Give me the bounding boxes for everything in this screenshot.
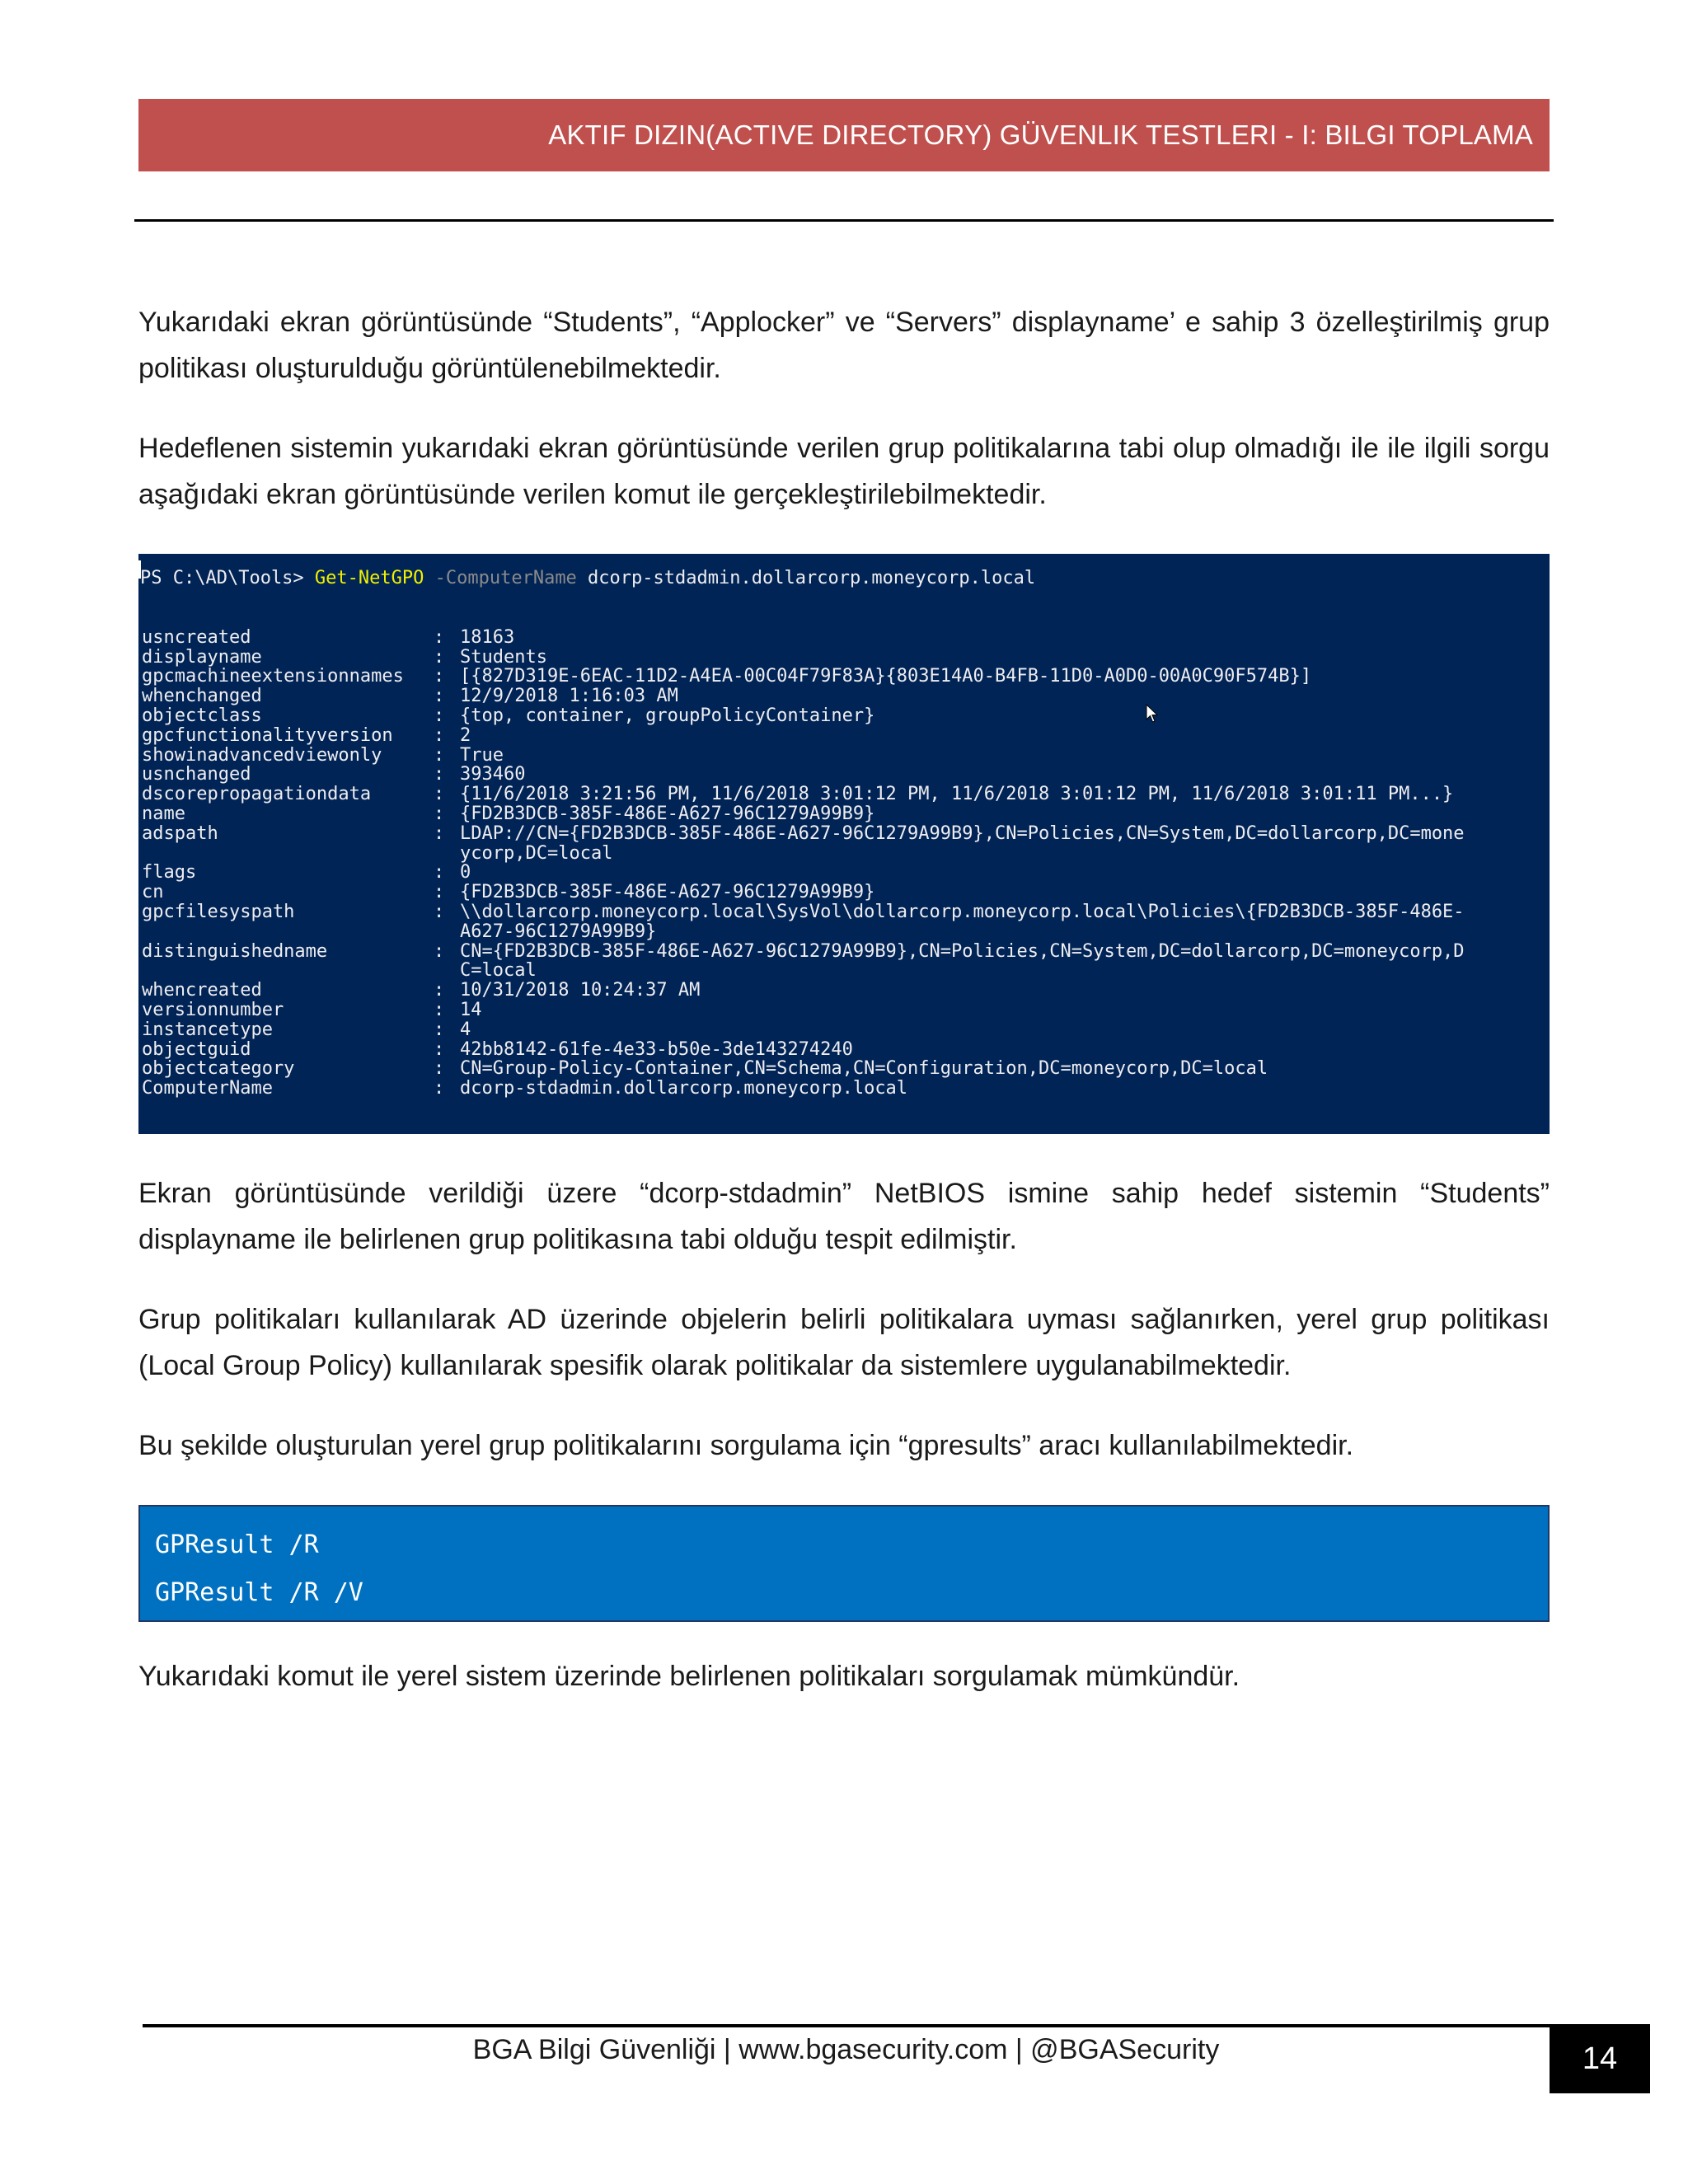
property-separator: : xyxy=(434,784,445,805)
terminal-property-row xyxy=(138,648,1550,668)
property-separator: : xyxy=(434,803,445,824)
terminal-property-row xyxy=(138,981,1550,1001)
property-name: gpcfunctionalityversion xyxy=(142,724,393,746)
header-divider xyxy=(134,219,1554,222)
property-value: dcorp-stdadmin.dollarcorp.moneycorp.local xyxy=(460,1078,908,1099)
property-separator: : xyxy=(434,764,445,785)
property-value: A627-96C1279A99B9} xyxy=(460,921,657,942)
footer-divider xyxy=(143,2024,1550,2027)
property-name: objectcategory xyxy=(142,1058,295,1080)
property-separator: : xyxy=(434,1019,445,1040)
paragraph-6: Yukarıdaki komut ile yerel sistem üzerinde belirlenen politikaları sorgulamak mümkündür. xyxy=(138,1661,1240,1692)
property-value: Students xyxy=(460,646,547,668)
terminal-cmdlet: Get-NetGPO xyxy=(314,568,424,588)
terminal-continuation-row xyxy=(138,844,1550,864)
terminal-property-row xyxy=(138,1020,1550,1040)
property-separator: : xyxy=(434,1078,445,1099)
property-value: CN={FD2B3DCB-385F-486E-A627-96C1279A99B9},CN=Policies,CN=System,DC=dollarcorp,DC=moneycorp,D xyxy=(460,940,1465,962)
property-name: usnchanged xyxy=(142,764,251,785)
terminal-output xyxy=(138,628,1550,1099)
terminal-property-row xyxy=(138,667,1550,687)
property-name: whenchanged xyxy=(142,686,262,707)
property-value: LDAP://CN={FD2B3DCB-385F-486E-A627-96C1279A99B9},CN=Policies,CN=System,DC=dollarcorp,DC=mone xyxy=(460,823,1465,844)
property-value: ycorp,DC=local xyxy=(460,842,613,864)
paragraph-1: Yukarıdaki ekran görüntüsünde “Students”, “Applocker” ve “Servers” displayname’ e sahip 3 özelleştirilmiş grup politikası oluşturulduğu görüntülenebilmektedir. xyxy=(138,307,1550,384)
terminal-property-row xyxy=(138,1059,1550,1079)
property-name: displayname xyxy=(142,646,262,668)
property-value: \\dollarcorp.moneycorp.local\SysVol\dollarcorp.moneycorp.local\Policies\{FD2B3DCB-385F-486E- xyxy=(460,901,1465,922)
property-separator: : xyxy=(434,724,445,746)
terminal-property-row xyxy=(138,785,1550,804)
terminal-property-row xyxy=(138,1040,1550,1060)
property-value: CN=Group-Policy-Container,CN=Schema,CN=Configuration,DC=moneycorp,DC=local xyxy=(460,1058,1268,1080)
terminal-argument: dcorp-stdadmin.dollarcorp.moneycorp.local xyxy=(576,568,1036,588)
terminal-property-row xyxy=(138,765,1550,785)
property-value: 4 xyxy=(460,1019,471,1040)
property-value: 18163 xyxy=(460,626,515,648)
terminal-property-row xyxy=(138,902,1550,922)
property-value: 12/9/2018 1:16:03 AM xyxy=(460,686,678,707)
terminal-property-row xyxy=(138,706,1550,726)
terminal-property-row xyxy=(138,746,1550,766)
mouse-cursor-icon xyxy=(1146,704,1159,724)
property-separator: : xyxy=(434,1038,445,1060)
terminal-continuation-row xyxy=(138,961,1550,981)
terminal-property-row xyxy=(138,804,1550,824)
property-name: objectclass xyxy=(142,705,262,726)
terminal-property-row xyxy=(138,1001,1550,1020)
property-value: {11/6/2018 3:21:56 PM, 11/6/2018 3:01:12 PM, 11/6/2018 3:01:12 PM, 11/6/2018 3:01:11 PM...} xyxy=(460,784,1454,805)
page-header-bar xyxy=(138,99,1550,171)
property-value: 10/31/2018 10:24:37 AM xyxy=(460,980,701,1001)
paragraph-2: Hedeflenen sistemin yukarıdaki ekran görüntüsünde verilen grup politikalarına tabi olup olmadığı ile ile ilgili sorgu aşağıdaki ekran görüntüsünde verilen komut ile gerçekleştirilebilmektedir. xyxy=(138,433,1550,510)
property-separator: : xyxy=(434,882,445,903)
property-value: C=local xyxy=(460,960,537,982)
property-separator: : xyxy=(434,999,445,1020)
property-separator: : xyxy=(434,666,445,687)
terminal-property-row xyxy=(138,863,1550,883)
document-title: AKTIF DIZIN(ACTIVE DIRECTORY) GÜVENLIK TESTLERI - I: BILGI TOPLAMA xyxy=(548,120,1533,150)
terminal-continuation-row xyxy=(138,922,1550,942)
property-name: gpcmachineextensionnames xyxy=(142,666,404,687)
powershell-screenshot xyxy=(138,554,1550,1134)
property-name: dscorepropagationdata xyxy=(142,784,372,805)
code-block xyxy=(138,1505,1550,1622)
terminal-command-line xyxy=(138,569,1550,588)
property-separator: : xyxy=(434,646,445,668)
property-separator: : xyxy=(434,940,445,962)
property-separator: : xyxy=(434,744,445,766)
code-line-2: GPResult /R /V xyxy=(155,1578,363,1607)
property-value: {FD2B3DCB-385F-486E-A627-96C1279A99B9} xyxy=(460,803,875,824)
property-separator: : xyxy=(434,823,445,844)
property-name: adspath xyxy=(142,823,218,844)
terminal-parameter: -ComputerName xyxy=(424,568,577,588)
property-value: 2 xyxy=(460,724,471,746)
terminal-property-row xyxy=(138,883,1550,902)
property-separator: : xyxy=(434,901,445,922)
terminal-property-row xyxy=(138,1079,1550,1099)
property-name: whencreated xyxy=(142,980,262,1001)
property-separator: : xyxy=(434,686,445,707)
terminal-property-row xyxy=(138,687,1550,706)
property-value: 42bb8142-61fe-4e33-b50e-3de143274240 xyxy=(460,1038,853,1060)
property-value: True xyxy=(460,744,504,766)
property-separator: : xyxy=(434,1058,445,1080)
property-name: ComputerName xyxy=(142,1078,273,1099)
property-name: objectguid xyxy=(142,1038,251,1060)
property-separator: : xyxy=(434,862,445,883)
property-separator: : xyxy=(434,705,445,726)
page-number: 14 xyxy=(1550,2024,1650,2093)
property-value: 0 xyxy=(460,862,471,883)
property-name: distinguishedname xyxy=(142,940,328,962)
property-value: {FD2B3DCB-385F-486E-A627-96C1279A99B9} xyxy=(460,882,875,903)
property-name: name xyxy=(142,803,185,824)
terminal-property-row xyxy=(138,824,1550,844)
terminal-property-row xyxy=(138,726,1550,746)
terminal-property-row xyxy=(138,628,1550,648)
property-name: cn xyxy=(142,882,164,903)
property-value: 14 xyxy=(460,999,482,1020)
property-name: showinadvancedviewonly xyxy=(142,744,382,766)
property-value: [{827D319E-6EAC-11D2-A4EA-00C04F79F83A}{803E14A0-B4FB-11D0-A0D0-00A0C90F574B}] xyxy=(460,666,1312,687)
terminal-property-row xyxy=(138,942,1550,962)
code-line-1: GPResult /R xyxy=(155,1530,319,1559)
property-name: instancetype xyxy=(142,1019,273,1040)
paragraph-5: Bu şekilde oluşturulan yerel grup politikalarını sorgulama için “gpresults” aracı kullanılabilmektedir. xyxy=(138,1430,1354,1461)
paragraph-4: Grup politikaları kullanılarak AD üzerinde objelerin belirli politikalara uyması sağlanırken, yerel grup politikası (Local Group Policy) kullanılarak spesifik olarak politikalar da sistemlere uygulanabilmektedir. xyxy=(138,1304,1550,1381)
paragraph-3: Ekran görüntüsünde verildiği üzere “dcorp-stdadmin” NetBIOS ismine sahip hedef sistemin “Students” displayname ile belirlenen grup politikasına tabi olduğu tespit edilmiştir. xyxy=(138,1178,1550,1255)
property-separator: : xyxy=(434,626,445,648)
property-name: gpcfilesyspath xyxy=(142,901,295,922)
property-name: versionnumber xyxy=(142,999,284,1020)
property-value: {top, container, groupPolicyContainer} xyxy=(460,705,875,726)
property-name: usncreated xyxy=(142,626,251,648)
property-separator: : xyxy=(434,980,445,1001)
terminal-prompt: PS C:\AD\Tools> xyxy=(140,568,315,588)
property-value: 393460 xyxy=(460,764,526,785)
property-name: flags xyxy=(142,862,197,883)
footer-text: BGA Bilgi Güvenliği | www.bgasecurity.com | @BGASecurity xyxy=(472,2034,1220,2065)
